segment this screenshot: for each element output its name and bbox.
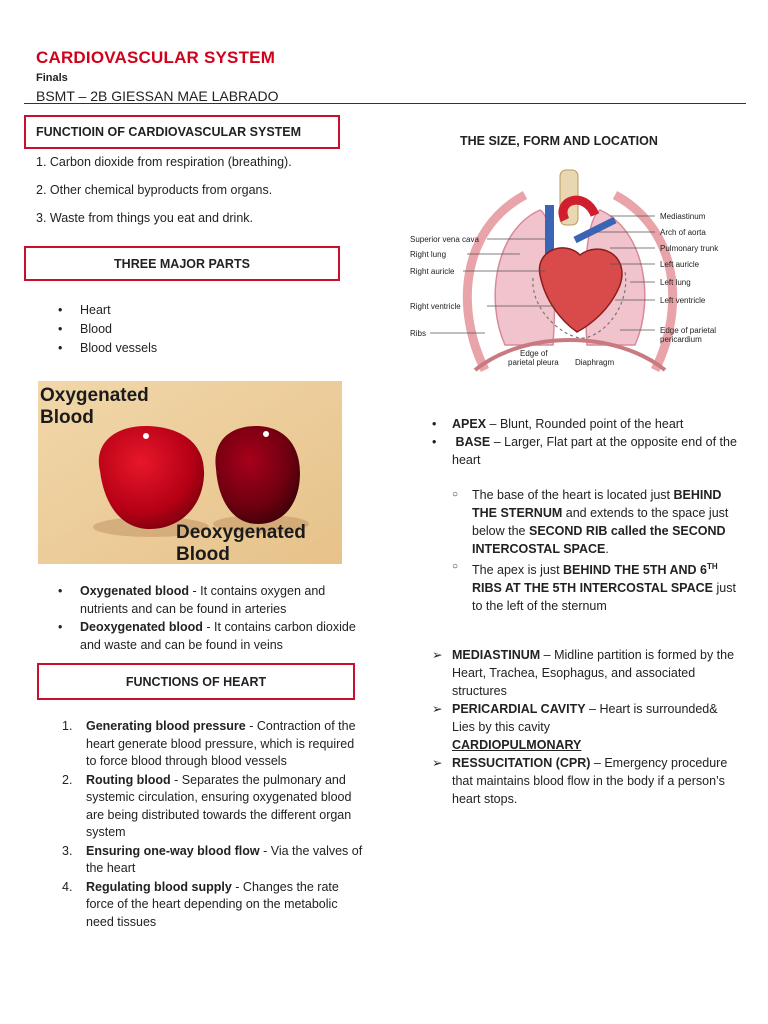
item-term: Generating blood pressure [86,719,246,733]
cpr-term: RESSUCITATION (CPR) [452,756,591,770]
heart-functions-list [38,718,368,932]
pericardial-term: PERICARDIAL CAVITY [452,702,586,716]
sub-bold: BEHIND THE STERNUM [472,488,722,520]
bullet-icon: • [432,435,437,449]
item-number: 4. [62,879,73,894]
label-diaphragm: Diaphragm [575,358,615,367]
cardiopulmonary-term: CARDIOPULMONARY [452,738,582,752]
section-box-function [24,115,340,149]
deoxy-label-line2: Blood [176,544,230,564]
blood-notes [58,582,358,654]
item-text: - Via the valves of the heart [86,843,363,875]
label-edge-parietal: Edge of parietal [660,326,717,335]
apex-term: APEX [452,417,487,431]
arrow-bullet-icon: ➢ [432,702,443,716]
label-edge-of: Edge of [520,349,548,358]
list-item [38,843,368,878]
label-left-ventricle: Left ventricle [660,296,706,305]
sub-text: The base of the heart is located just [472,488,674,502]
list-item [38,718,368,771]
section-heading: THREE MAJOR PARTS [114,256,250,271]
list-item [428,486,738,558]
blood-comparison-photo [38,381,342,564]
sub-text: The apex is just [472,563,564,578]
parts-list [36,301,157,358]
blood-drops-image [38,381,342,564]
list-item [38,772,368,842]
header-divider [24,103,746,104]
list-item: 2. Other chemical byproducts from organs. [36,183,273,197]
label-mediastinum: Mediastinum [660,212,706,221]
base-text: – Larger, Flat part at the opposite end of the heart [452,435,737,467]
bullet-icon: • [58,620,63,634]
section-heading-size-form: THE SIZE, FORM AND LOCATION [460,134,658,148]
item-term: Ensuring one-way blood flow [86,843,260,858]
heart-location-diagram [405,160,735,380]
section-heading: FUNCTIONS OF HEART [125,674,267,689]
item-term: Routing blood [86,772,171,787]
item-term: Regulating blood supply [86,879,232,894]
list-item: 1. Carbon dioxide from respiration (breathing). [36,155,292,169]
bullet-icon: • [58,584,63,598]
superscript: TH [707,562,718,571]
arrow-bullet-icon: ➢ [432,648,443,662]
list-item [38,879,368,932]
apex-base-list [428,415,738,469]
list-item [428,415,738,433]
function-list [36,148,292,232]
circle-bullet-icon: ○ [452,561,459,572]
sub-bold: SECOND RIB called the SECOND INTERCOSTAL SPACE [472,524,726,556]
arrow-list [428,646,738,808]
label-superior-vena-cava: Superior vena cava [410,235,479,244]
section-box-heart-functions [37,663,355,700]
apex-text: – Blunt, Rounded point of the heart [486,417,684,431]
list-item [428,433,738,469]
item-number: 3. [62,843,73,858]
heart-anatomy-illustration [405,160,735,380]
label-pulmonary-trunk: Pulmonary trunk [660,244,719,253]
label-right-auricle: Right auricle [410,267,455,276]
label-left-auricle: Left auricle [660,260,700,269]
list-item [428,646,738,700]
base-term: BASE [455,435,491,449]
oxy-label-line2: Blood [40,407,94,428]
note-text: - It contains oxygen and nutrients and can be found in arteries [80,584,326,616]
subtitle-finals: Finals [36,72,68,84]
label-arch-of-aorta: Arch of aorta [660,228,706,237]
list-item [428,754,738,808]
oxy-label-line1: Oxygenated [40,385,149,406]
bullet-icon: • [432,417,437,431]
note-text: - It contains carbon dioxide and waste and can be found in veins [80,620,356,652]
deoxy-label-line1: Deoxygenated [176,522,306,543]
sub-bold: RIBS AT THE 5TH INTERCOSTAL SPACE [472,581,713,596]
item-text: - Changes the rate force of the heart depending on the metabolic need tissues [86,879,339,929]
document-title: CARDIOVASCULAR SYSTEM [36,48,276,67]
list-item: • Blood vessels [36,339,157,358]
sub-bold: BEHIND THE 5TH AND 6 [563,563,708,578]
circle-bullet-icon: ○ [452,489,459,500]
mediastinum-term: MEDIASTINUM [452,648,541,662]
section-box-parts [24,246,340,281]
label-parietal-pleura: parietal pleura [508,358,559,367]
arrow-bullet-icon: ➢ [432,756,443,770]
item-number: 2. [62,772,73,787]
list-item: • Heart [36,301,157,320]
sub-text: and extends to the space just below the [472,506,729,538]
cpr-text: – Emergency procedure that maintains blood flow in the body if a person’s heart stops. [452,756,728,806]
label-left-lung: Left lung [660,278,691,287]
note-term: Oxygenated blood [80,584,190,598]
section-heading: FUNCTIOIN OF CARDIOVASCULAR SYSTEM [36,125,302,139]
label-pericardium: pericardium [660,335,702,344]
pericardial-text: – Heart is surrounded& Lies by this cavity [452,702,718,734]
sub-text: just to the left of the sternum [472,581,736,614]
list-item: 3. Waste from things you eat and drink. [36,211,254,225]
list-item [428,558,738,615]
location-sublist [428,486,738,615]
label-right-lung: Right lung [410,250,447,259]
mediastinum-text: – Midline partition is formed by the Heart, Trachea, Esophagus, and associated structures [452,648,735,698]
list-item [58,618,358,654]
label-ribs: Ribs [410,329,427,338]
item-text: - Separates the pulmonary and systemic circulation, ensuring oxygenated blood are being distributed towards the different organ system [86,772,352,839]
note-term: Deoxygenated blood [80,620,203,634]
list-item: • Blood [36,320,157,339]
label-right-ventricle: Right ventricle [410,302,461,311]
sub-text: . [605,542,609,556]
list-item [428,700,738,754]
list-item [58,582,358,618]
item-number: 1. [62,719,73,733]
author-byline: BSMT – 2B GIESSAN MAE LABRADO [36,88,279,104]
item-text: - Contraction of the heart generate blood pressure, which is required to force blood through blood vessels [86,719,356,768]
